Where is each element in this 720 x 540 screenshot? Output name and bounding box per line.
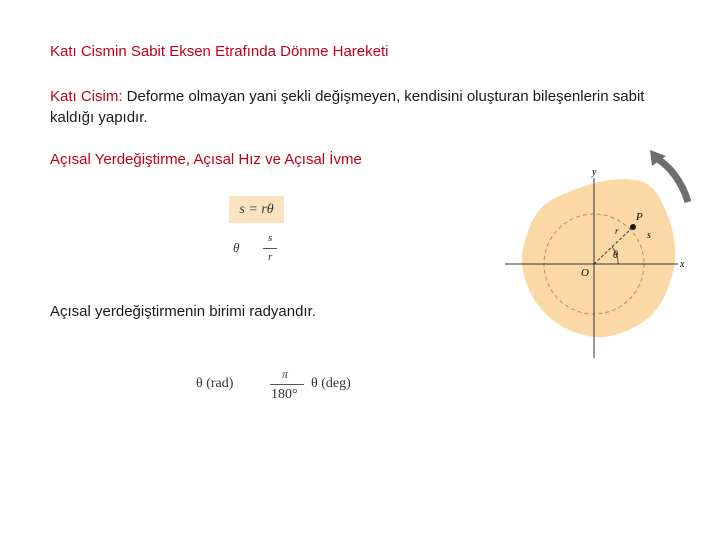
definition-text: Deforme olmayan yani şekli değişmeyen, kendisini oluşturan bileşenlerin sabit kaldığı yapıdır. [50,88,645,126]
conversion-denominator: 180° [271,387,298,402]
radius-label: r [615,226,619,236]
y-axis-label: y [592,167,597,178]
origin-label: O [581,267,589,279]
unit-note: Açısal yerdeğiştirmenin birimi radyandır. [50,303,316,320]
arc-label: s [647,230,651,241]
rotation-arrow-icon [656,158,688,202]
conversion-lhs: θ (rad) [196,376,234,391]
x-axis-label: x [680,259,685,270]
slide-title: Katı Cismin Sabit Eksen Etrafında Dönme Hareketi [50,43,389,60]
rigid-body-definition [50,86,690,128]
angle-formula-numerator: s [268,232,273,244]
section-subtitle: Açısal Yerdeğiştirme, Açısal Hız ve Açısal İvme [50,151,362,168]
fraction-bar [263,248,277,249]
conversion-rhs: θ (deg) [311,376,351,391]
arc-length-formula: s = rθ [229,196,284,223]
point-p [630,224,636,230]
conversion-numerator: π [282,367,289,381]
point-label: P [636,211,643,223]
definition-term: Katı Cisim: [50,88,123,105]
angle-formula-lhs: θ [233,240,240,255]
angle-formula-denominator: r [268,251,273,263]
rotation-diagram [500,146,700,362]
angle-label: θ [613,250,618,261]
fraction-bar [270,384,304,385]
